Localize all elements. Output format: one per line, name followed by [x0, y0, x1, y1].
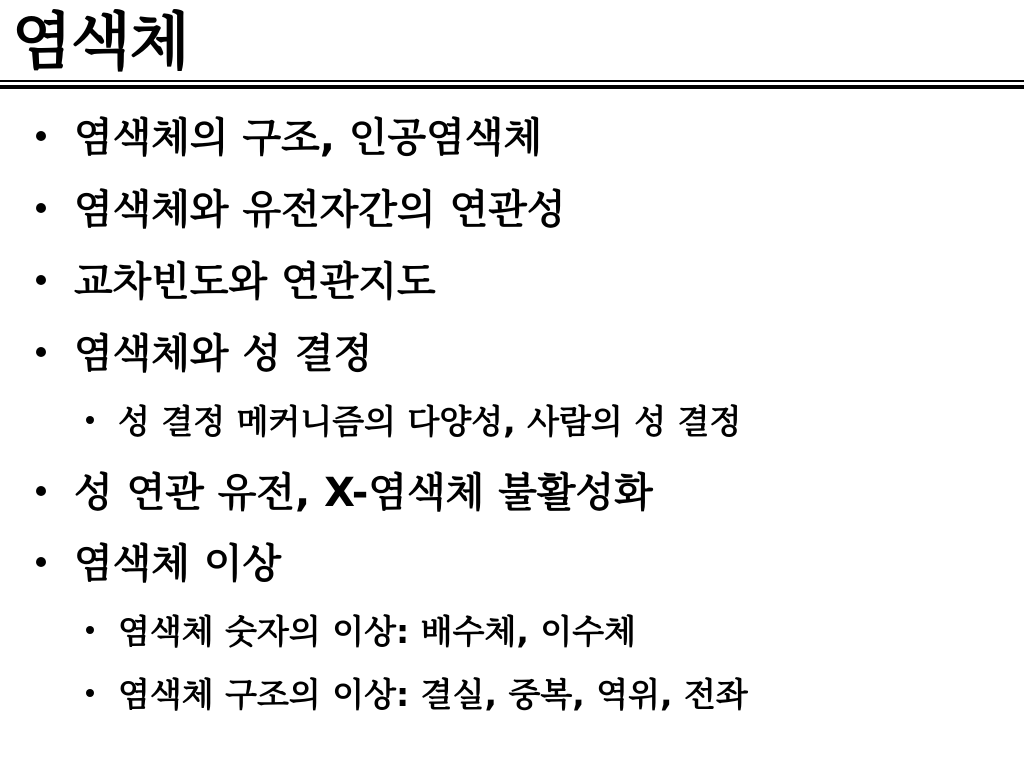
bullet-item: [36, 111, 542, 163]
bullet-item: [36, 537, 281, 589]
bullet-dot-icon: [86, 689, 94, 697]
sub-bullet-text: 성 결정 메커니즘의 다양성, 사람의 성 결정: [118, 401, 742, 441]
bullet-dot-icon: [36, 203, 46, 213]
sub-bullet-text: 염색체 숫자의 이상: 배수체, 이수체: [118, 611, 636, 651]
sub-bullet-item: [86, 672, 748, 716]
sub-bullet-text: 염색체 구조의 이상: 결실, 중복, 역위, 전좌: [118, 674, 748, 714]
title-divider: [0, 80, 1024, 89]
bullet-text: 염색체 이상: [74, 541, 282, 587]
bullet-dot-icon: [36, 557, 46, 567]
sub-bullet-item: [86, 399, 741, 443]
bullet-text: 염색체의 구조, 인공염색체: [74, 115, 543, 161]
bullet-dot-icon: [36, 347, 46, 357]
bullet-dot-icon: [86, 626, 94, 634]
bullet-text: 교차빈도와 연관지도: [74, 259, 436, 305]
sub-bullet-item: [86, 609, 636, 653]
bullet-item: [36, 183, 566, 235]
bullet-dot-icon: [36, 131, 46, 141]
bullet-item: [36, 255, 436, 307]
bullet-dot-icon: [36, 486, 46, 496]
bullet-text: 성 연관 유전, X-염색체 불활성화: [74, 470, 653, 516]
bullet-item: [36, 466, 653, 518]
bullet-item: [36, 327, 372, 379]
bullet-text: 염색체와 유전자간의 연관성: [74, 187, 566, 233]
slide-title: 염색체: [12, 5, 189, 78]
bullet-text: 염색체와 성 결정: [74, 331, 373, 377]
bullet-dot-icon: [36, 275, 46, 285]
bullet-dot-icon: [86, 416, 94, 424]
